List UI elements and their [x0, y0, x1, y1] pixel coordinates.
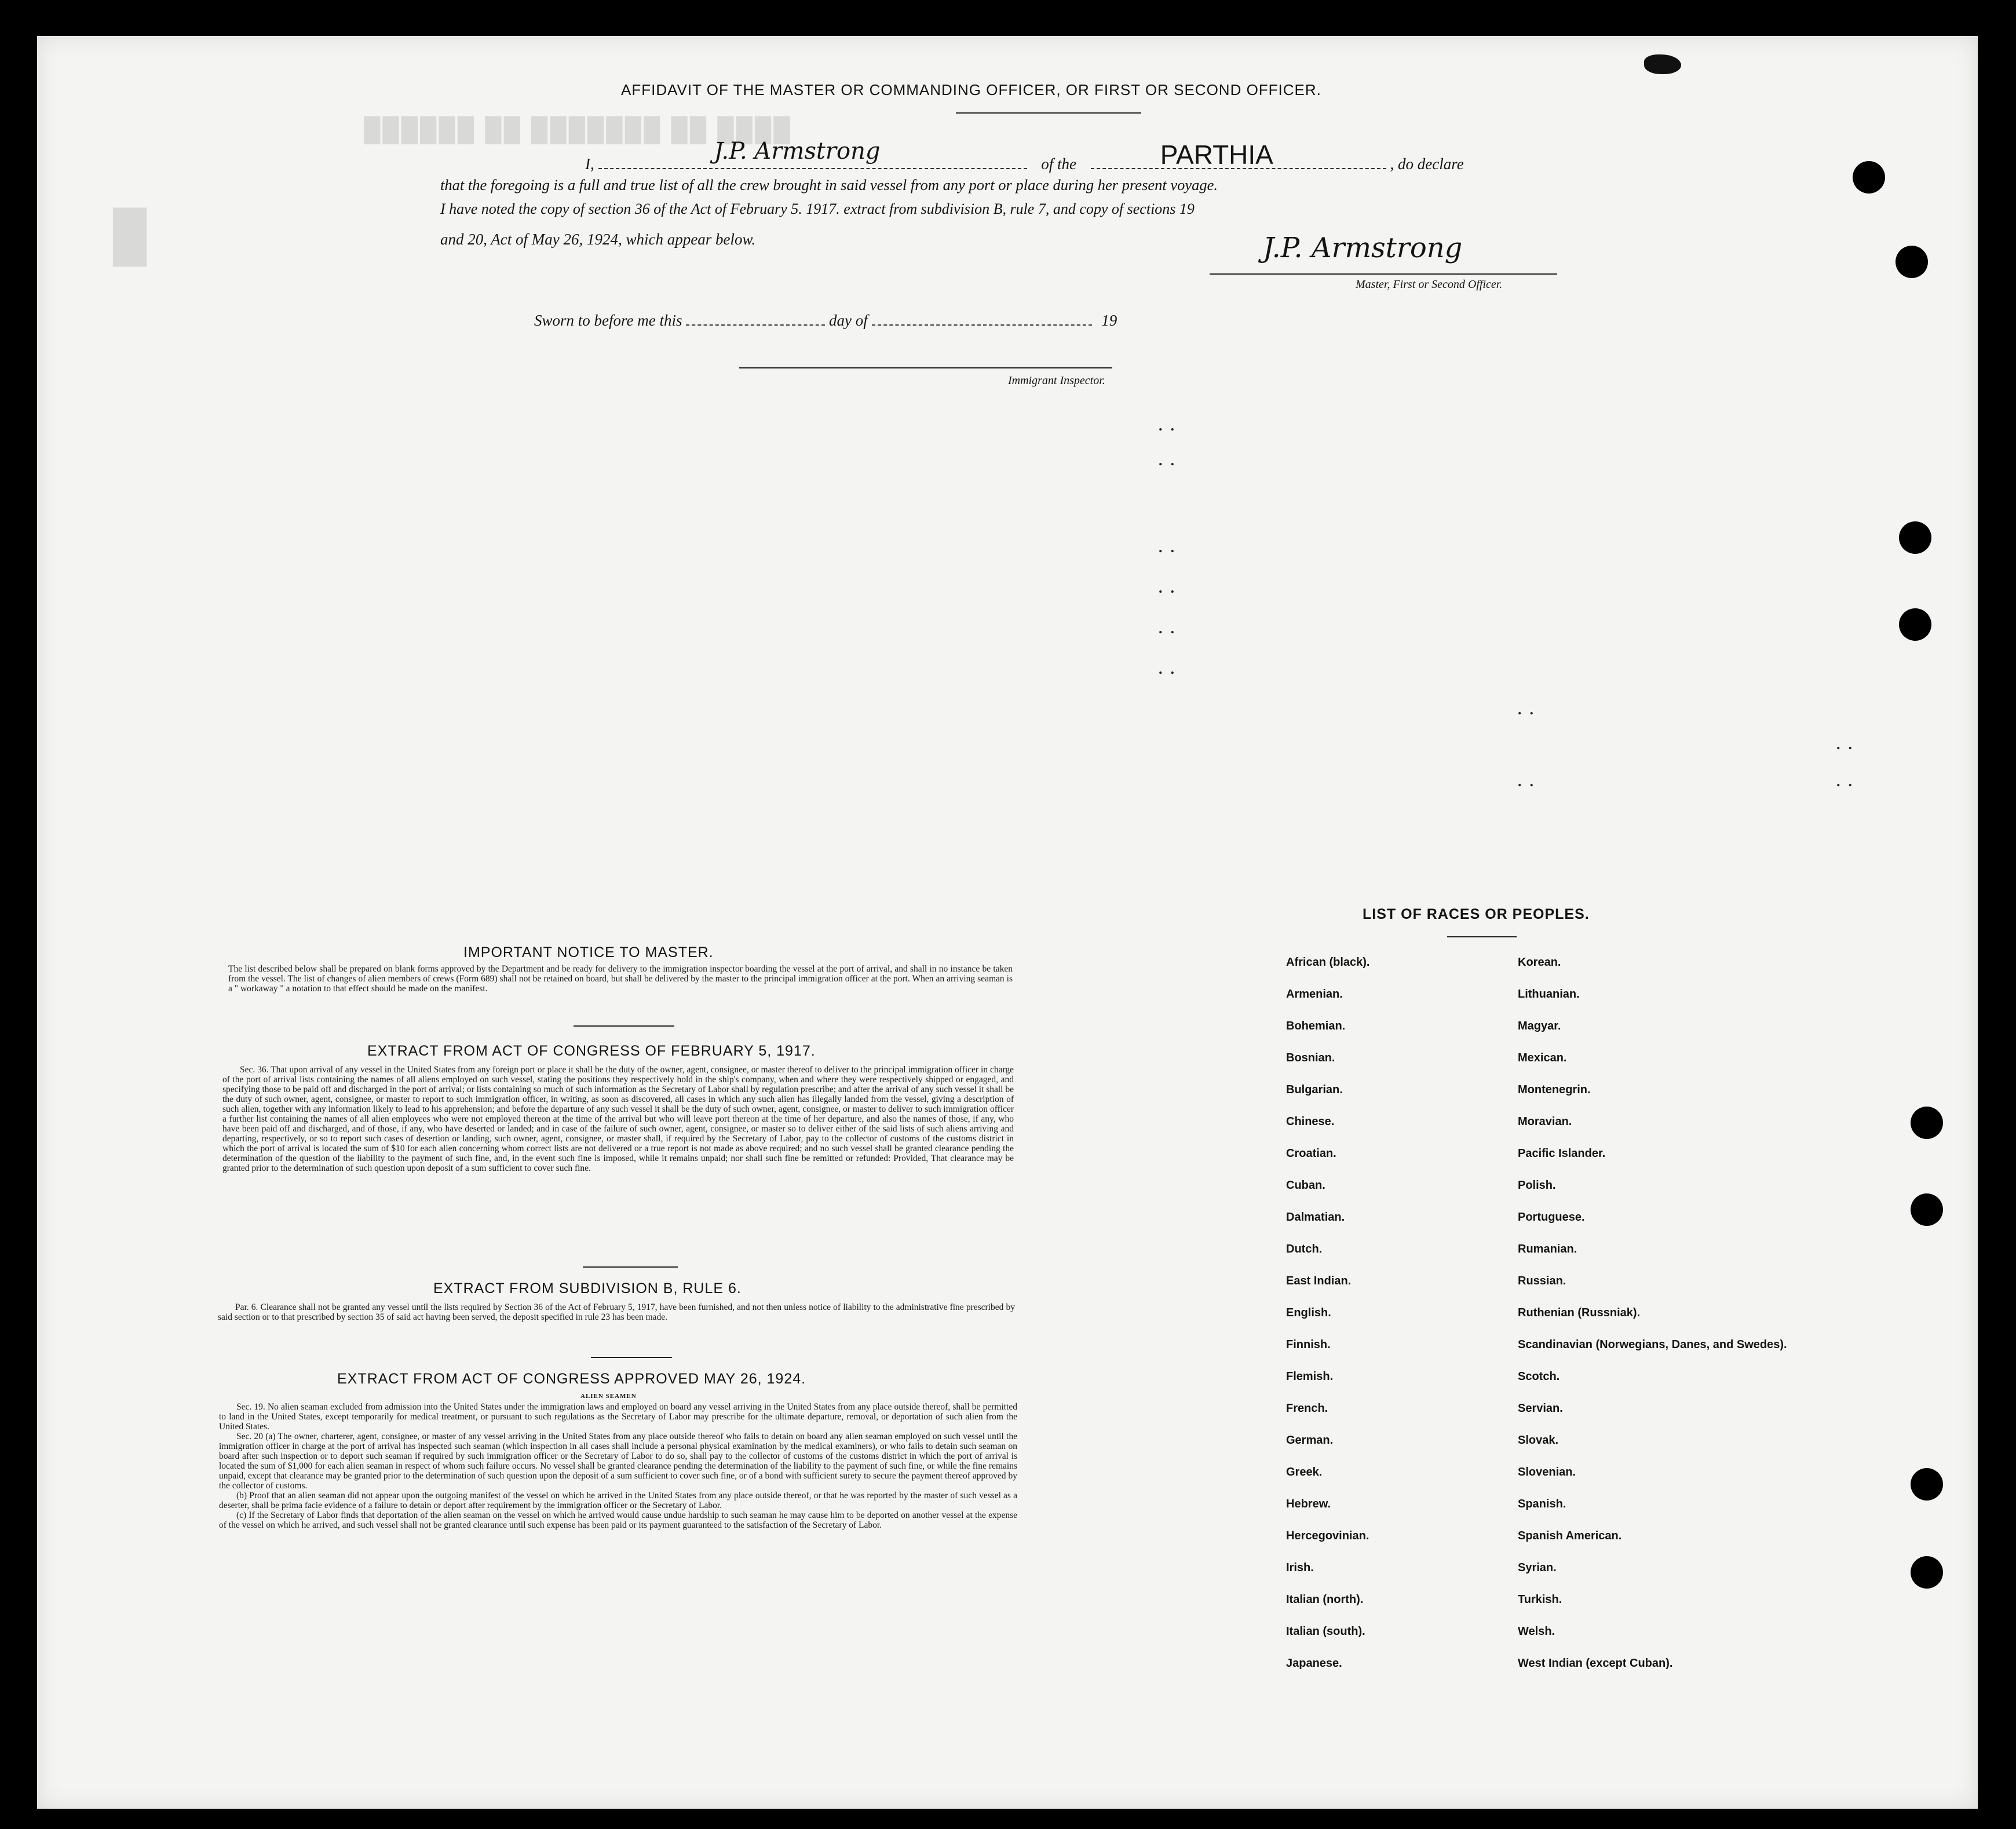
dot-marks: .. [1159, 660, 1182, 677]
race-item: Slovenian. [1518, 1466, 1576, 1478]
race-item: Spanish. [1518, 1498, 1566, 1510]
race-item: Hebrew. [1286, 1498, 1331, 1510]
master-signature-line [1210, 273, 1557, 275]
race-item: German. [1286, 1434, 1334, 1447]
dot-marks: .. [1159, 579, 1182, 596]
punch-hole [1899, 608, 1931, 641]
race-item: Mexican. [1518, 1052, 1567, 1064]
race-item: West Indian (except Cuban). [1518, 1657, 1673, 1670]
extract-1924-body [219, 1402, 1017, 1530]
declaration-line-4: and 20, Act of May 26, 1924, which appear below. [440, 231, 756, 248]
race-item: Bosnian. [1286, 1052, 1335, 1064]
inspector-signature-line [739, 367, 1112, 368]
notice-title: IMPORTANT NOTICE TO MASTER. [463, 944, 714, 961]
races-title-underline [1447, 936, 1517, 937]
race-item: Magyar. [1518, 1020, 1561, 1032]
vessel-name: PARTHIA [1160, 140, 1273, 170]
notice-text: The list described below shall be prepared on blank forms approved by the Department and be ready for delivery to the immigration inspector boarding the vessel at the port of arrival, and shall in no instance be taken from the vessel. The list of changes of alien members of crews (Form 689) shall not be retained on board, but shall be delivered by the master to the principal immigration officer at the port. When an arriving seaman is a " workaway " a notation to that effect should be made on the manifest. [228, 964, 1013, 994]
races-title: LIST OF RACES OR PEOPLES. [1363, 906, 1590, 922]
race-item: Croatian. [1286, 1147, 1336, 1160]
race-item: Lithuanian. [1518, 988, 1580, 1001]
sec20a-text: Sec. 20 (a) The owner, charterer, agent, consignee, or master of any vessel arriving in the United States from any place outside thereof who fails to detain on board any alien seaman employed on such vessel until the immigration officer in charge at the port of arrival has inspected such seaman (which inspection in all cases shall include a personal physical examination by the medical examiners), or who fails to detain such seaman on board after such inspection or to deport such seaman if required by such immigration officer or the Secretary of Labor to do so, shall pay to the collector of customs of the customs district in which the port of arrival is located the sum of $1,000 for each alien seaman in respect of whom such failure occurs. No vessel shall be granted clearance pending the determination of the liability to the payment of such fine, or while the fine remains unpaid, except that clearance may be granted prior to the determination of such question upon the deposit of a sum sufficient to cover such fine, or of a bond with sufficient surety to secure the payment thereof approved by the collector of customs. [219, 1432, 1017, 1491]
affidavit-title: AFFIDAVIT OF THE MASTER OR COMMANDING OFFICER, OR FIRST OR SECOND OFFICER. [621, 81, 1321, 98]
rule6-divider [591, 1357, 672, 1358]
punch-hole [1853, 161, 1885, 194]
dot-marks: .. [1159, 452, 1182, 469]
sworn-month-field [872, 324, 1092, 326]
punch-hole [1911, 1468, 1943, 1501]
dot-marks: .. [1159, 539, 1182, 556]
dot-marks: .. [1836, 773, 1860, 790]
extract-1924-title: EXTRACT FROM ACT OF CONGRESS APPROVED MAY 26, 1924. [337, 1371, 806, 1387]
punch-hole [1911, 1193, 1943, 1226]
declaration-line-1 [585, 138, 1464, 173]
race-item: Russian. [1518, 1275, 1566, 1287]
officer-signature: J.P. Armstrong [714, 138, 881, 165]
race-item: Moravian. [1518, 1115, 1572, 1128]
dot-marks: .. [1518, 773, 1542, 790]
declaration-line-3: I have noted the copy of section 36 of the Act of February 5. 1917. extract from subdivision B, rule 7, and copy of sections 19 [440, 200, 1195, 217]
race-item: English. [1286, 1306, 1331, 1319]
race-item: East Indian. [1286, 1275, 1352, 1287]
race-item: Turkish. [1518, 1593, 1562, 1606]
signature-field [598, 138, 1027, 169]
race-item: Syrian. [1518, 1561, 1557, 1574]
ink-blot [1644, 54, 1681, 74]
dot-marks: .. [1159, 620, 1182, 637]
extract-1917-title: EXTRACT FROM ACT OF CONGRESS OF FEBRUARY 5, 1917. [367, 1043, 816, 1059]
race-item: Pacific Islander. [1518, 1147, 1606, 1160]
rule6-text: Par. 6. Clearance shall not be granted any vessel until the lists required by Section 36 of the Act of February 5, 1917, have been furnished, and not then unless notice of liability to the administrative fine prescribed by said section or to that prescribed by section 35 of said act having been served, the deposit specified in rule 23 has been made. [218, 1302, 1015, 1322]
dot-marks: .. [1836, 736, 1860, 753]
race-item: Italian (north). [1286, 1593, 1364, 1606]
dot-marks: .. [1159, 417, 1182, 434]
race-item: Bulgarian. [1286, 1083, 1343, 1096]
race-item: Japanese. [1286, 1657, 1342, 1670]
sec20b-text: (b) Proof that an alien seaman did not appear upon the outgoing manifest of the vessel on which he arrived in the United States from any place outside thereof, or that he was reported by the master of such vessel as a deserter, shall be prima facie evidence of a failure to detain or deport after requirement by the immigration officer or the Secretary of Labor. [219, 1491, 1017, 1510]
do-declare-label: , do declare [1390, 155, 1464, 173]
race-item: African (black). [1286, 956, 1370, 969]
extract-1917-divider [583, 1266, 678, 1268]
vessel-name-field [1091, 140, 1386, 170]
race-item: Italian (south). [1286, 1625, 1365, 1638]
race-item: French. [1286, 1402, 1328, 1415]
race-item: Scotch. [1518, 1370, 1560, 1383]
declaration-line-2: that the foregoing is a full and true list of all the crew brought in said vessel from any port or place during her present voyage. [440, 176, 1218, 194]
race-item: Hercegovinian. [1286, 1529, 1369, 1542]
dot-marks: .. [1518, 701, 1542, 718]
inspector-label: Immigrant Inspector. [1008, 374, 1105, 387]
race-item: Flemish. [1286, 1370, 1334, 1383]
race-item: Bohemian. [1286, 1020, 1346, 1032]
of-the-label: of the [1041, 155, 1076, 173]
race-item: Irish. [1286, 1561, 1314, 1574]
race-item: Chinese. [1286, 1115, 1335, 1128]
sworn-day-label: day of [829, 312, 868, 329]
extract-1924-subtitle: ALIEN SEAMEN [580, 1393, 637, 1400]
race-item: Greek. [1286, 1466, 1323, 1478]
race-item: Dalmatian. [1286, 1211, 1345, 1224]
race-item: Servian. [1518, 1402, 1563, 1415]
races-column-left [1286, 956, 1369, 1689]
race-item: Armenian. [1286, 988, 1343, 1001]
punch-hole [1896, 246, 1928, 278]
race-item: Korean. [1518, 956, 1561, 969]
title-underline [956, 112, 1141, 114]
races-column-right [1518, 956, 1787, 1689]
race-item: Montenegrin. [1518, 1083, 1591, 1096]
race-item: Slovak. [1518, 1434, 1559, 1447]
race-item: Portuguese. [1518, 1211, 1585, 1224]
master-signature: J.P. Armstrong [1263, 232, 1463, 264]
race-item: Scandinavian (Norwegians, Danes, and Swedes). [1518, 1338, 1787, 1351]
sworn-year-label: 19 [1101, 312, 1117, 329]
race-item: Cuban. [1286, 1179, 1325, 1192]
sec20c-text: (c) If the Secretary of Labor finds that deportation of the alien seaman on the vessel on which he arrived would cause undue hardship to such seaman he may cause him to be deported on another vessel at the expense of the vessel on which he arrived, and such vessel shall not be granted clearance until such expense has been paid or its payment guaranteed to the satisfaction of the Secretary of Labor. [219, 1510, 1017, 1530]
bleed-through-title: ████ ██ ███████ ██ ██████ [361, 117, 790, 143]
race-item: Finnish. [1286, 1338, 1331, 1351]
race-item: Spanish American. [1518, 1529, 1622, 1542]
sworn-prefix: Sworn to before me this [534, 312, 682, 329]
sec19-text: Sec. 19. No alien seaman excluded from admission into the United States under the immigration laws and employed on board any vessel arriving in the United States from any place outside thereof, shall be permitted to land in the United States, except temporarily for medical treatment, or pursuant to such regulations as the Secretary of Labor may prescribe for the ultimate departure, removal, or deportation of such alien from the United States. [219, 1402, 1017, 1432]
race-item: Rumanian. [1518, 1243, 1577, 1255]
master-label: Master, First or Second Officer. [1356, 278, 1503, 291]
rule6-title: EXTRACT FROM SUBDIVISION B, RULE 6. [433, 1280, 742, 1297]
sworn-line [534, 312, 1117, 330]
race-item: Dutch. [1286, 1243, 1323, 1255]
bleed-through-mark: ███ [115, 207, 146, 267]
notice-divider [574, 1025, 674, 1027]
race-item: Polish. [1518, 1179, 1556, 1192]
sworn-day-field [686, 324, 825, 326]
race-item: Welsh. [1518, 1625, 1555, 1638]
punch-hole [1899, 521, 1931, 554]
intro-i: I, [585, 155, 594, 173]
extract-1917-text: Sec. 36. That upon arrival of any vessel in the United States from any foreign port or place it shall be the duty of the owner, agent, consignee, or master thereof to deliver to the principal immigration officer in charge of the port of arrival lists containing the names of all aliens employed on such vessel, stating the positions they respectively hold in the ship's company, when and where they were respectively shipped or engaged, and specifying those to be paid off and discharged in the port of arrival; or lists containing so much of such information as the Secretary of Labor shall by regulation prescribe; and after the arrival of any such vessel it shall be the duty of such owner, agent, consignee, or master to report to such immigration officer, in writing, as soon as discovered, all cases in which any such alien has illegally landed from the vessel, giving a description of such alien, together with any information likely to lead to his apprehension; and before the departure of any such vessel it shall be the duty of such owner, agent, consignee, or master to deliver to such immigration officer a further list containing the names of all alien employees who were not employed thereon at the time of the arrival but who will leave port thereon at the time of her departure, and also the names of those, if any, who have been paid off and discharged, and of those, if any, who have deserted or landed; and in case of the failure of such owner, agent, consignee, or master so to deliver either of the said lists of such aliens arriving and departing, respectively, or so to report such cases of desertion or landing, such owner, agent, consignee, or master shall, if required by the Secretary of Labor, pay to the collector of customs of the customs district in which the port of arrival is located the sum of $10 for each alien concerning whom correct lists are not delivered or a true report is not made as above required; and no such vessel shall be granted clearance pending the determination of the question of the liability to the payment of such fine, and, in the event such fine is imposed, while it remains unpaid; nor shall such fine be remitted or refunded: Provided, That clearance may be granted prior to the determination of such question upon deposit of a sum sufficient to cover such fine. [222, 1065, 1014, 1173]
race-item: Ruthenian (Russniak). [1518, 1306, 1641, 1319]
punch-hole [1911, 1107, 1943, 1139]
punch-hole [1911, 1556, 1943, 1589]
